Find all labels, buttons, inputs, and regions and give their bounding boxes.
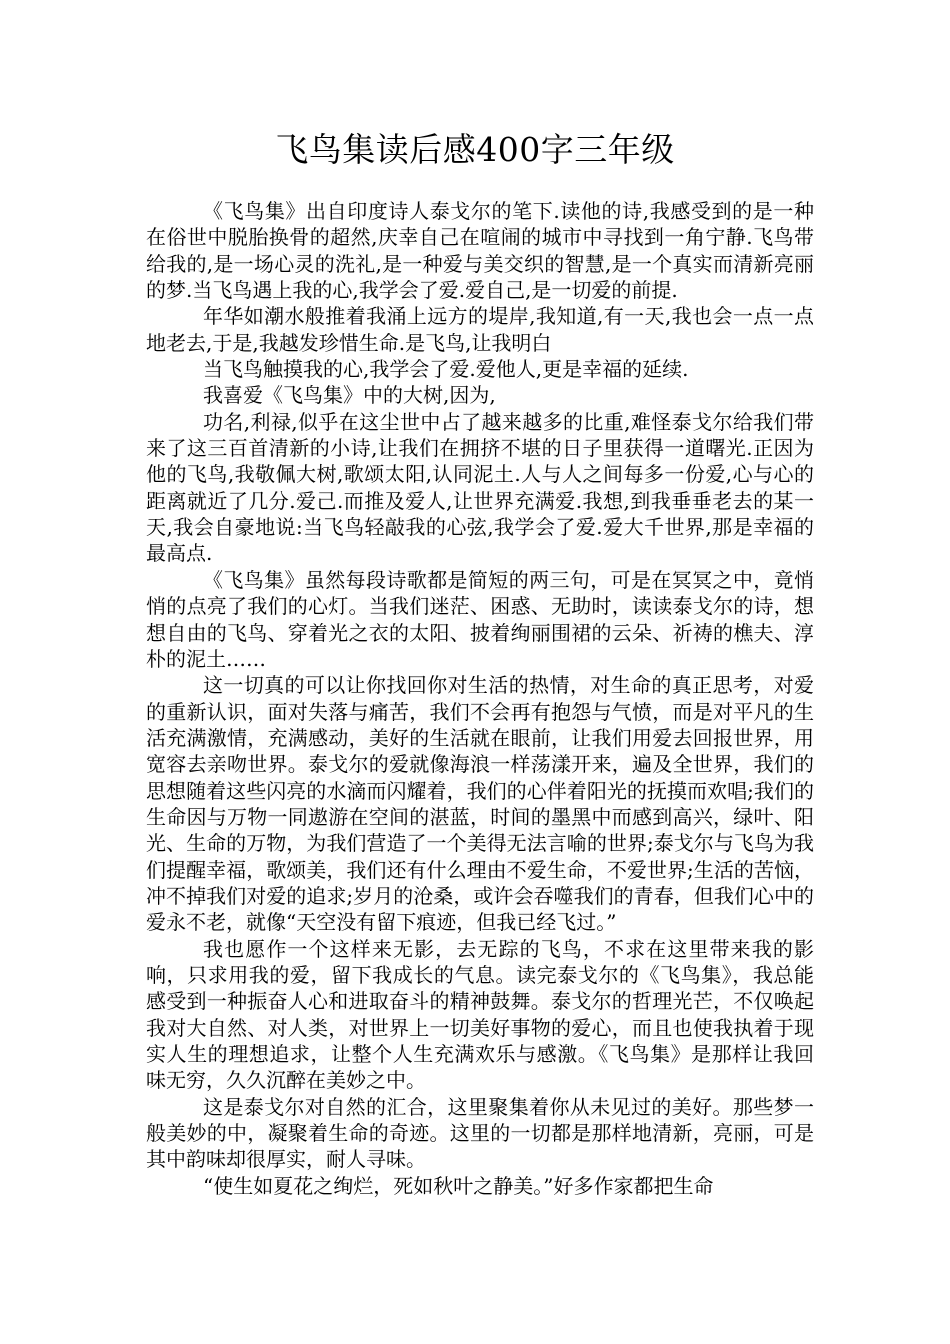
paragraph: 这一切真的可以让你找回你对生活的热情，对生命的真正思考，对爱的重新认识，面对失落与痛苦，我们不会再有抱怨与气愤，而是对平凡的生活充满激情，充满感动，美好的生活就在眼前，让我们用爱去回报世界，用宽容去亲吻世界。泰戈尔的爱就像海浪一样荡漾开来，遍及全世界，我们的思想随着这些闪亮的水滴而闪耀着，我们的心伴着阳光的抚摸而欢唱;我们的生命因与万物一同遨游在空间的湛蓝，时间的墨黑中而感到高兴，绿叶、阳光、生命的万物，为我们营造了一个美得无法言喻的世界;泰戈尔与飞鸟为我们提醒幸福，歌颂美，我们还有什么理由不爱生命，不爱世界;生活的苦恼，冲不掉我们对爱的追求;岁月的沧桑，或许会吞噬我们的青春，但我们心中的爱永不老，就像“天空没有留下痕迹，但我已经飞过。” (146, 673, 814, 935)
paragraph: 功名,利禄,似乎在这尘世中占了越来越多的比重,难怪泰戈尔给我们带来了这三百首清新的小诗,让我们在拥挤不堪的日子里获得一道曙光.正因为他的飞鸟,我敬佩大树,歌颂太阳,认同泥土.人与人之间每多一份爱,心与心的距离就近了几分.爱己.而推及爱人,让世界充满爱.我想,到我垂垂老去的某一天,我会自豪地说:当飞鸟轻敲我的心弦,我学会了爱.爱大千世界,那是幸福的最高点. (146, 409, 814, 566)
paragraph: 当飞鸟触摸我的心,我学会了爱.爱他人,更是幸福的延续. (203, 357, 689, 382)
paragraph: 《飞鸟集》虽然每段诗歌都是简短的两三句，可是在冥冥之中，竟悄悄的点亮了我们的心灯。当我们迷茫、困惑、无助时，读读泰戈尔的诗，想想自由的飞鸟、穿着光之衣的太阳、披着绚丽围裙的云朵、祈祷的樵夫、淳朴的泥土…… (146, 567, 814, 671)
paragraph: 我也愿作一个这样来无影，去无踪的飞鸟，不求在这里带来我的影响，只求用我的爱，留下我成长的气息。读完泰戈尔的《飞鸟集》，我总能感受到一种振奋人心和进取奋斗的精神鼓舞。泰戈尔的哲理光芒，不仅唤起我对大自然、对人类，对世界上一切美好事物的爱心，而且也使我执着于现实人生的理想追求，让整个人生充满欢乐与感激。《飞鸟集》是那样让我回味无穷，久久沉醉在美妙之中。 (146, 936, 814, 1093)
document-body (146, 198, 814, 1199)
paragraph: 我喜爱《飞鸟集》中的大树,因为, (203, 383, 496, 408)
paragraph: 《飞鸟集》出自印度诗人泰戈尔的笔下.读他的诗,我感受到的是一种在俗世中脱胎换骨的超然,庆幸自己在喧闹的城市中寻找到一角宁静.飞鸟带给我的,是一场心灵的洗礼,是一种爱与美交织的智慧,是一个真实而清新亮丽的梦.当飞鸟遇上我的心,我学会了爱.爱自己,是一切爱的前提. (146, 199, 814, 303)
paragraph: 这是泰戈尔对自然的汇合，这里聚集着你从未见过的美好。那些梦一般美妙的中，凝聚着生命的奇迹。这里的一切都是那样地清新，亮丽，可是其中韵味却很厚实，耐人寻味。 (146, 1094, 814, 1172)
paragraph: 年华如潮水般推着我涌上远方的堤岸,我知道,有一天,我也会一点一点地老去,于是,我越发珍惜生命.是飞鸟,让我明白 (146, 304, 814, 355)
document-title: 飞鸟集读后感400字三年级 (275, 130, 675, 169)
paragraph: “使生如夏花之绚烂，死如秋叶之静美。”好多作家都把生命 (203, 1173, 714, 1198)
